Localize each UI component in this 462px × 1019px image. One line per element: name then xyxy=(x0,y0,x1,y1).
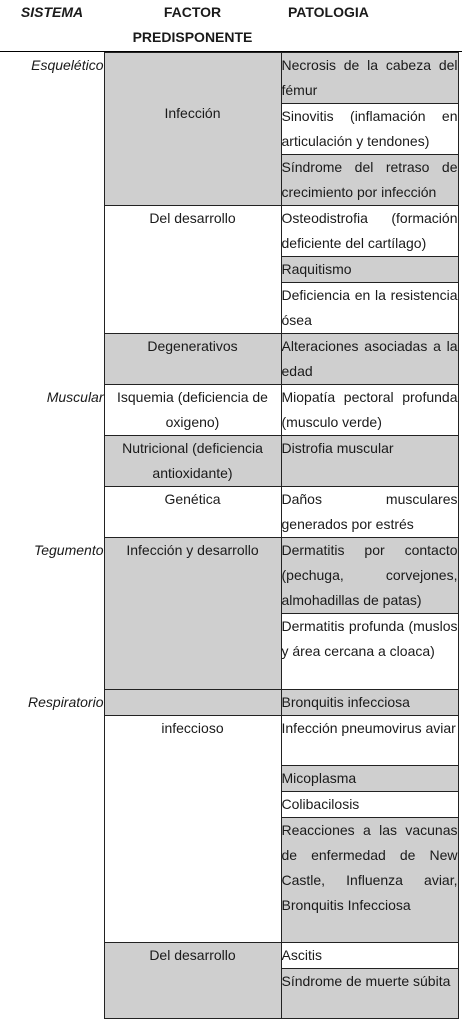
table-row xyxy=(0,53,458,104)
pathology-table xyxy=(0,52,459,1019)
patologia-cell: Deficiencia en la resistencia ósea xyxy=(281,283,458,334)
table-row xyxy=(0,538,458,614)
header-factor xyxy=(104,0,281,52)
header-sistema: SISTEMA xyxy=(20,4,84,20)
factor-genetica: Genética xyxy=(104,487,281,538)
header-patologia: PATOLOGIA xyxy=(288,4,369,20)
sistema-respiratorio: Respiratorio xyxy=(28,693,104,710)
patologia-cell: Distrofia muscular xyxy=(281,436,458,487)
patologia-cell: Daños musculares generados por estrés xyxy=(281,487,458,538)
factor-isquemia: Isquemia (deficiencia de oxigeno) xyxy=(104,385,281,436)
patologia-cell: Micoplasma xyxy=(281,766,458,792)
patologia-cell: Raquitismo xyxy=(281,257,458,283)
patologia-cell: Colibacilosis xyxy=(281,792,458,818)
patologia-cell: Síndrome de muerte súbita xyxy=(281,969,458,1019)
patologia-cell: Dermatitis profunda (muslos y área cercana a cloaca) xyxy=(281,614,458,690)
patologia-cell: Alteraciones asociadas a la edad xyxy=(281,334,458,385)
table-row xyxy=(0,385,458,436)
patologia-cell: Necrosis de la cabeza del fémur xyxy=(281,53,458,104)
header-factor-line2: PREDISPONENTE xyxy=(132,29,253,45)
header-factor-line1: FACTOR xyxy=(163,4,222,20)
factor-infeccion-y-desarrollo: Infección y desarrollo xyxy=(104,538,281,690)
factor-nutricional: Nutricional (deficiencia antioxidante) xyxy=(104,436,281,487)
patologia-cell: Miopatía pectoral profunda (musculo verde) xyxy=(281,385,458,436)
patologia-cell: Ascitis xyxy=(281,943,458,969)
patologia-cell: Infección pneumovirus aviar xyxy=(281,716,458,766)
patologia-cell: Bronquitis infecciosa xyxy=(281,690,458,716)
sistema-esqueletico: Esquelético xyxy=(31,56,104,73)
table-row xyxy=(0,690,458,716)
factor-infeccion: Infección xyxy=(104,53,281,206)
sistema-muscular: Muscular xyxy=(46,388,104,405)
patologia-cell: Síndrome del retraso de crecimiento por infección xyxy=(281,155,458,206)
factor-empty xyxy=(104,690,281,716)
patologia-cell: Reacciones a las vacunas de enfermedad de New Castle, Influenza aviar, Bronquitis Infecciosa xyxy=(281,818,458,943)
factor-degenerativos: Degenerativos xyxy=(104,334,281,385)
patologia-cell: Sinovitis (inflamación en articulación y tendones) xyxy=(281,104,458,155)
factor-del-desarrollo: Del desarrollo xyxy=(104,206,281,334)
factor-infeccioso: infeccioso xyxy=(104,716,281,943)
patologia-cell: Dermatitis por contacto (pechuga, corvejones, almohadillas de patas) xyxy=(281,538,458,614)
patologia-cell: Osteodistrofia (formación deficiente del cartílago) xyxy=(281,206,458,257)
factor-del-desarrollo-respiratorio: Del desarrollo xyxy=(104,943,281,1019)
sistema-tegumento: Tegumento xyxy=(33,541,104,558)
